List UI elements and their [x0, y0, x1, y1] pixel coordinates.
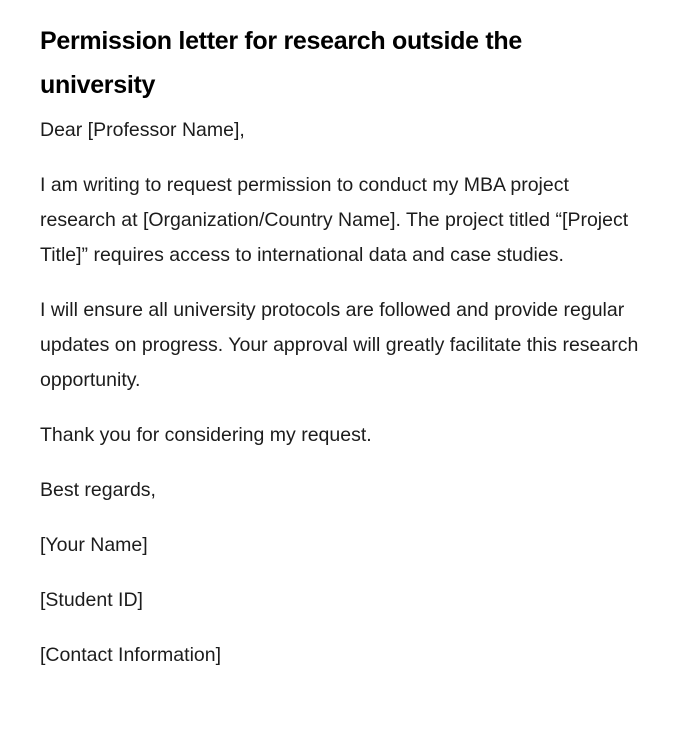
sender-name: [Your Name]: [40, 534, 148, 556]
student-id: [Student ID]: [40, 589, 143, 611]
contact-information: [Contact Information]: [40, 644, 222, 666]
thanks-line: Thank you for considering my request.: [40, 424, 372, 446]
salutation: Dear [Professor Name],: [40, 119, 245, 141]
letter-title: Permission letter for research outside the university: [40, 27, 523, 99]
body-paragraph-2: I will ensure all university protocols are followed and provide regular updates on progress. Your approval will greatly facilitate this research opportunity.: [40, 299, 639, 391]
closing-line: Best regards,: [40, 479, 156, 501]
body-paragraph-1: I am writing to request permission to conduct my MBA project research at [Organization/Country Name]. The project titled “[Project Title]” requires access to international data and case studies.: [40, 174, 629, 266]
